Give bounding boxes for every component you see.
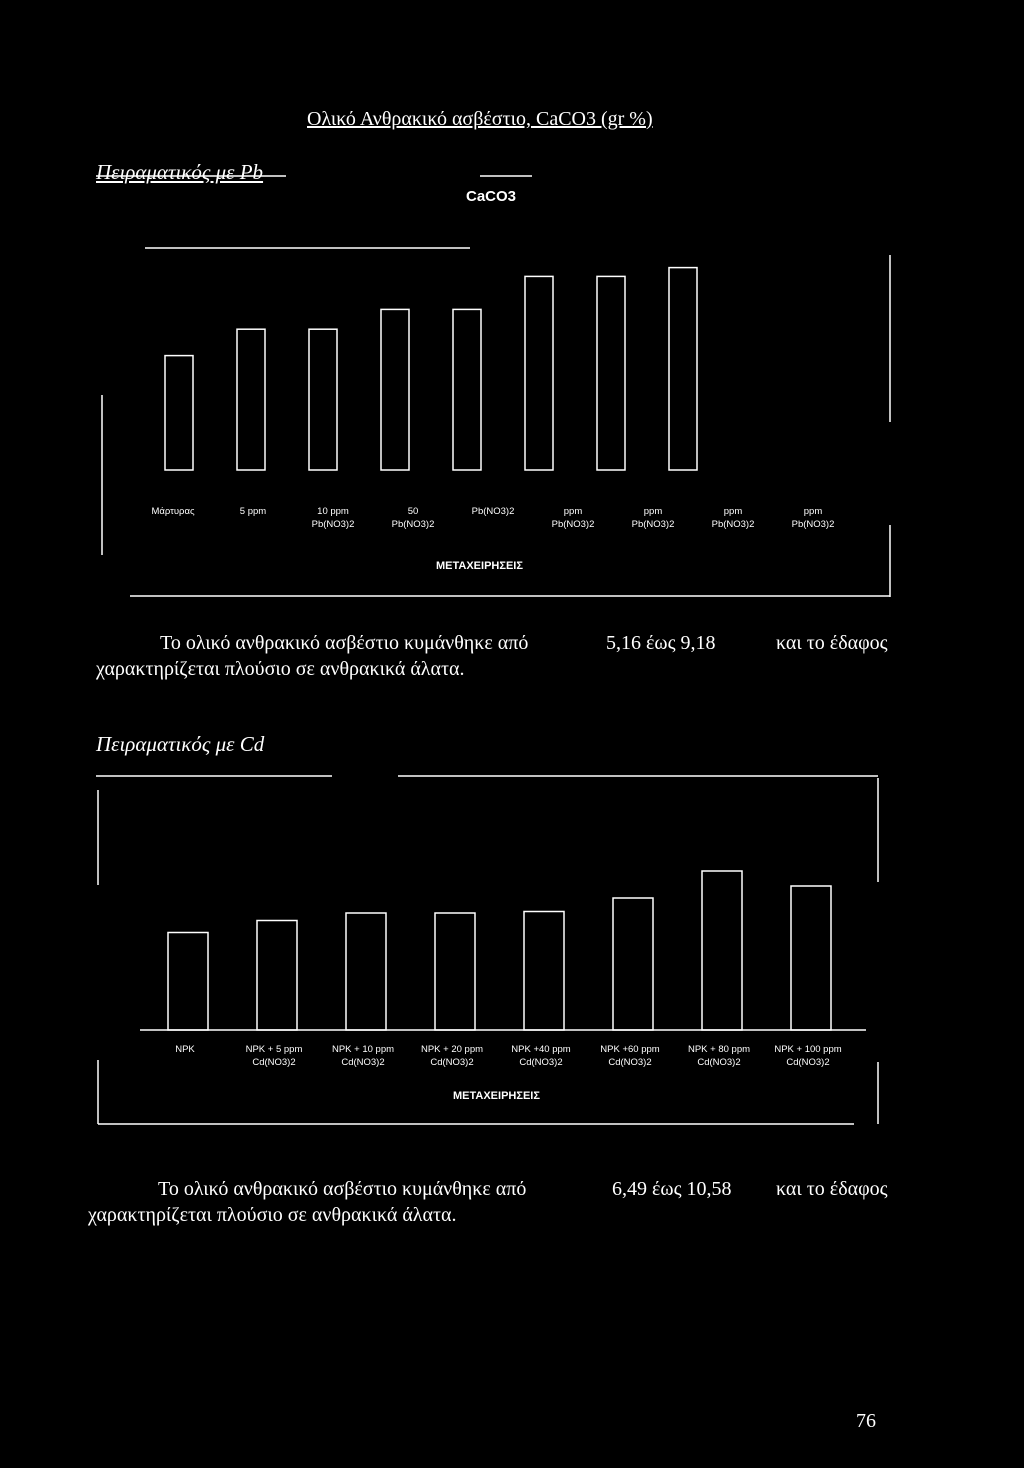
- page-number: 76: [856, 1410, 876, 1432]
- cd-summary-b: και το έδαφος: [776, 1178, 888, 1200]
- cd-bar-2: [346, 913, 386, 1030]
- pb-summary-range: 5,16 έως 9,18: [606, 632, 716, 654]
- cd-category-label: [318, 1044, 408, 1070]
- pb-summary-b: και το έδαφος: [776, 632, 888, 654]
- page-title: Ολικό Ανθρακικό ασβέστιο, CaCO3 (gr %): [307, 108, 653, 130]
- cd-section-label: Πειραματικός με Cd: [96, 732, 265, 756]
- cd-bar-6: [702, 871, 742, 1030]
- cd-category-top: NPK: [175, 1044, 195, 1055]
- cd-bar-3: [435, 913, 475, 1030]
- cd-category-bottom: Cd(NO3)2: [252, 1056, 296, 1068]
- pb-xlabel: ΜΕΤΑΧΕΙΡΗΣΕΙΣ: [436, 560, 523, 572]
- pb-category-top: ppm: [723, 506, 743, 517]
- cd-category-top: NPK + 10 ppm: [331, 1044, 395, 1055]
- pb-summary-line2: χαρακτηρίζεται πλούσιο σε ανθρακικά άλατα.: [96, 658, 465, 680]
- cd-bar-5: [613, 898, 653, 1030]
- cd-category-bottom: Cd(NO3)2: [786, 1056, 830, 1068]
- pb-category-bottom: Pb(NO3)2: [471, 506, 515, 517]
- cd-summary-line2: χαρακτηρίζεται πλούσιο σε ανθρακικά άλατα.: [88, 1204, 457, 1226]
- cd-category-label: [763, 1044, 853, 1070]
- cd-category-bottom: Cd(NO3)2: [430, 1056, 474, 1068]
- pb-category-bottom: Pb(NO3)2: [711, 518, 755, 530]
- pb-category-bottom: Pb(NO3)2: [631, 518, 675, 530]
- pb-category-top: 5 ppm: [239, 506, 267, 517]
- cd-bar-7: [791, 886, 831, 1030]
- cd-category-label: [140, 1044, 230, 1057]
- pb-category-top: 10 ppm: [317, 506, 349, 517]
- pb-category-top: Μάρτυρας: [151, 506, 195, 517]
- cd-category-label: [229, 1044, 319, 1070]
- cd-category-bottom: Cd(NO3)2: [608, 1056, 652, 1068]
- pb-category-top: ppm: [563, 506, 583, 517]
- cd-category-bottom: Cd(NO3)2: [519, 1056, 563, 1068]
- cd-bar-4: [524, 912, 564, 1031]
- cd-summary-a: Το ολικό ανθρακικό ασβέστιο κυμάνθηκε από: [158, 1178, 527, 1200]
- cd-summary-range: 6,49 έως 10,58: [612, 1178, 732, 1200]
- pb-chart-title: CaCO3: [466, 188, 517, 205]
- cd-category-top: NPK +40 ppm: [511, 1044, 571, 1055]
- cd-category-label: [407, 1044, 497, 1070]
- pb-section-label: Πειραματικός με Pb: [96, 160, 264, 184]
- pb-category-bottom: Pb(NO3)2: [311, 518, 355, 530]
- pb-category-top: 50: [407, 506, 419, 517]
- cd-category-top: NPK + 20 ppm: [420, 1044, 484, 1055]
- cd-category-bottom: Cd(NO3)2: [697, 1056, 741, 1068]
- cd-bar-0: [168, 933, 208, 1031]
- cd-category-top: NPK +60 ppm: [600, 1044, 660, 1055]
- cd-bar-1: [257, 921, 297, 1031]
- cd-category-top: NPK + 100 ppm: [774, 1044, 842, 1055]
- cd-category-top: NPK + 80 ppm: [687, 1044, 751, 1055]
- cd-category-top: NPK + 5 ppm: [245, 1044, 303, 1055]
- pb-category-bottom: Pb(NO3)2: [791, 518, 835, 530]
- cd-category-label: [496, 1044, 586, 1070]
- pb-summary-a: Το ολικό ανθρακικό ασβέστιο κυμάνθηκε από: [160, 632, 529, 654]
- pb-category-top: ppm: [803, 506, 823, 517]
- pb-category-top: ppm: [643, 506, 663, 517]
- pb-category-bottom: Pb(NO3)2: [391, 518, 435, 530]
- cd-xlabel: ΜΕΤΑΧΕΙΡΗΣΕΙΣ: [453, 1090, 540, 1102]
- pb-category-bottom: Pb(NO3)2: [551, 518, 595, 530]
- cd-category-label: [674, 1044, 764, 1070]
- cd-category-bottom: Cd(NO3)2: [341, 1056, 385, 1068]
- cd-category-label: [585, 1044, 675, 1070]
